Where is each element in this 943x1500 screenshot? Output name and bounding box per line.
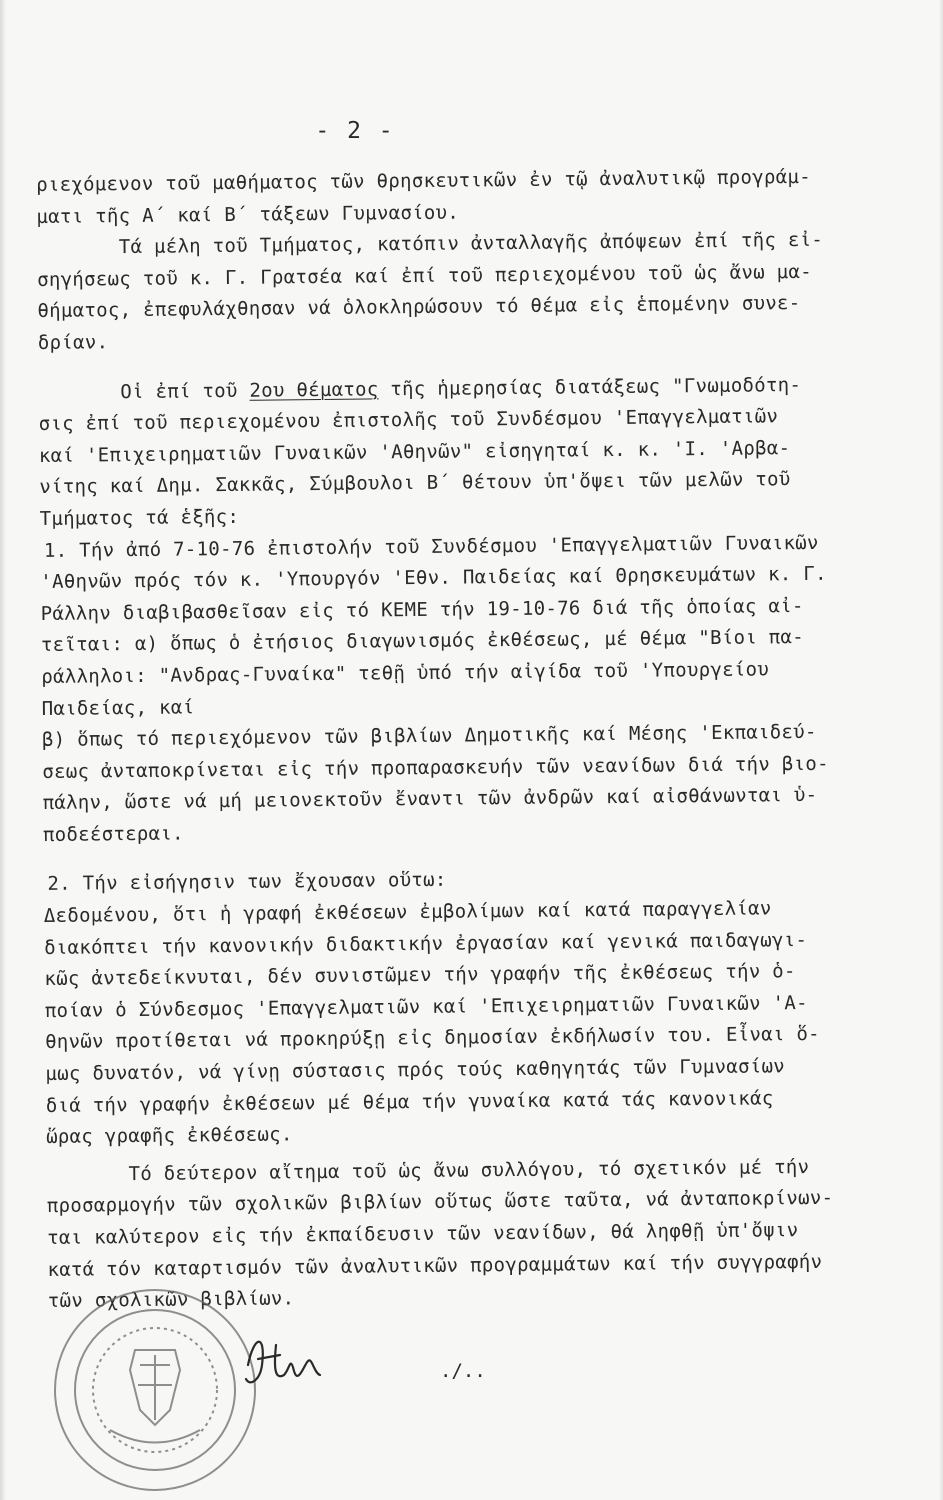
body-line: τῶν σχολικῶν βιβλίων.	[47, 1287, 295, 1313]
body-line: Δεδομένου, ὅτι ἡ γραφή ἐκθέσεων ἐμβολίμων καί κατά παραγγελίαν	[43, 897, 772, 928]
body-line: 'Αθηνῶν πρός τόν κ. 'Υπουργόν 'Εθν. Παιδείας καί Θρησκευμάτων κ. Γ.	[40, 562, 827, 594]
handwritten-signature	[240, 1325, 330, 1395]
line-segment: τῆς ἡμερησίας διατάξεως "Γνωμοδότη-	[390, 373, 802, 400]
page-number: - 2 -	[315, 118, 395, 144]
body-line: προσαρμογήν τῶν σχολικῶν βιβλίων οὕτως ὥστε ταῦτα, νά ἀνταποκρίνων-	[46, 1187, 834, 1218]
body-line: δρίαν.	[37, 331, 109, 354]
body-line: κατά τόν καταρτισμόν τῶν ἀναλυτικῶν προγραμμάτων καί τήν συγγραφήν	[47, 1250, 823, 1281]
body-line: διά τήν γραφήν ἐκθέσεων μέ θέμα τήν γυναίκα κατά τάς κανονικάς	[45, 1086, 774, 1117]
body-line: θηνῶν προτίθεται νά προκηρύξῃ εἰς δημοσίαν ἐκδήλωσίν του. Εἶναι ὅ-	[45, 1023, 820, 1054]
numbered-item-line: 1. Τήν ἀπό 7-10-76 ἐπιστολήν τοῦ Συνδέσμου 'Επαγγελματιῶν Γυναικῶν	[43, 531, 819, 562]
body-line: Παιδείας, καί	[41, 695, 195, 720]
continuation-mark: ./..	[440, 1360, 486, 1382]
body-line: ὥρας γραφῆς ἐκθέσεως.	[46, 1123, 293, 1149]
seal-stamp-icon	[40, 1280, 270, 1500]
line-segment: Οἱ ἐπί τοῦ	[120, 379, 238, 403]
body-line: τεῖται: α) ὅπως ὁ ἐτήσιος διαγωνισμός ἐκθέσεως, μέ θέμα "Βίοι πα-	[40, 626, 805, 657]
body-line: πάλην, ὥστε νά μή μειονεκτοῦν ἔναντι τῶν ἀνδρῶν καί αἰσθάνωνται ὑ-	[42, 784, 818, 815]
body-line: θήματος, ἐπεφυλάχθησαν νά ὁλοκληρώσουν τό θέμα εἰς ἑπομένην συνε-	[37, 292, 801, 323]
body-line: μως δυνατόν, νά γίνῃ σύστασις πρός τούς καθηγητάς τῶν Γυμνασίων	[45, 1055, 786, 1085]
body-line: ποίαν ὁ Σύνδεσμος 'Επαγγελματιῶν καί 'Επιχειρηματιῶν Γυναικῶν 'Α-	[44, 991, 808, 1022]
body-line: καί 'Επιχειρηματιῶν Γυναικῶν 'Αθηνῶν" εἰσηγηταί κ. κ. 'Ι. 'Αρβα-	[38, 436, 791, 467]
body-line: σηγήσεως τοῦ κ. Γ. Γρατσέα καί ἐπί τοῦ περιεχομένου τοῦ ὡς ἄνω μα-	[37, 260, 813, 291]
body-line: ματι τῆς Α΄ καί Β΄ τάξεων Γυμνασίου.	[36, 201, 460, 228]
underlined-topic: 2ου θέματος	[249, 377, 379, 402]
body-line: σις ἐπί τοῦ περιεχομένου ἐπιστολῆς τοῦ Συνδέσμου 'Επαγγελματιῶν	[38, 405, 779, 436]
typed-body	[36, 161, 928, 1318]
body-line: ποδεέστεραι.	[42, 822, 184, 846]
body-line: σεως ἀνταποκρίνεται εἰς τήν προπαρασκευήν τῶν νεανίδων διά τήν βιο-	[42, 752, 829, 783]
body-line: νίτης καί Δημ. Σακκᾶς, Σύμβουλοι Β΄ θέτουν ὑπ'ὄψει τῶν μελῶν τοῦ	[39, 468, 791, 499]
body-line: ριεχόμενον τοῦ μαθήματος τῶν θρησκευτικῶν ἐν τῷ ἀναλυτικῷ προγράμ-	[36, 165, 812, 196]
body-line: ράλληλοι: "Ανδρας-Γυναίκα" τεθῇ ὑπό τήν αἰγίδα τοῦ 'Υπουργείου	[41, 658, 770, 688]
body-line: Τμήματος τά ἑξῆς:	[39, 505, 240, 530]
page-right-edge	[939, 0, 943, 1500]
paragraph-start-line: Τό δεύτερον αἴτημα τοῦ ὡς ἄνω συλλόγου, τό σχετικόν μέ τήν	[128, 1155, 810, 1185]
body-line: κῶς ἀντεδείκνυται, δέν συνιστῶμεν τήν γραφήν τῆς ἐκθέσεως τήν ὁ-	[44, 960, 796, 991]
body-line: διακόπτει τήν κανονικήν διδακτικήν ἐργασίαν καί γενικά παιδαγωγι-	[44, 928, 808, 959]
page-left-edge	[0, 0, 6, 1500]
body-line: β) ὅπως τό περιεχόμενον τῶν βιβλίων Δημοτικῆς καί Μέσης 'Εκπαιδεύ-	[41, 720, 817, 752]
body-line: Ράλλην διαβιβασθεῖσαν εἰς τό ΚΕΜΕ τήν 19-10-76 διά τῆς ὁποίας αἰ-	[40, 594, 804, 625]
paragraph-start-line: Τά μέλη τοῦ Τμήματος, κατόπιν ἀνταλλαγῆς ἀπόψεων ἐπί τῆς εἰ-	[118, 228, 824, 259]
numbered-item-line: 2. Τήν εἰσήγησιν των ἔχουσαν οὕτω:	[47, 869, 447, 896]
body-line: ται καλύτερον εἰς τήν ἐκπαίδευσιν τῶν νεανίδων, θά ληφθῇ ὑπ'ὄψιν	[47, 1219, 799, 1249]
